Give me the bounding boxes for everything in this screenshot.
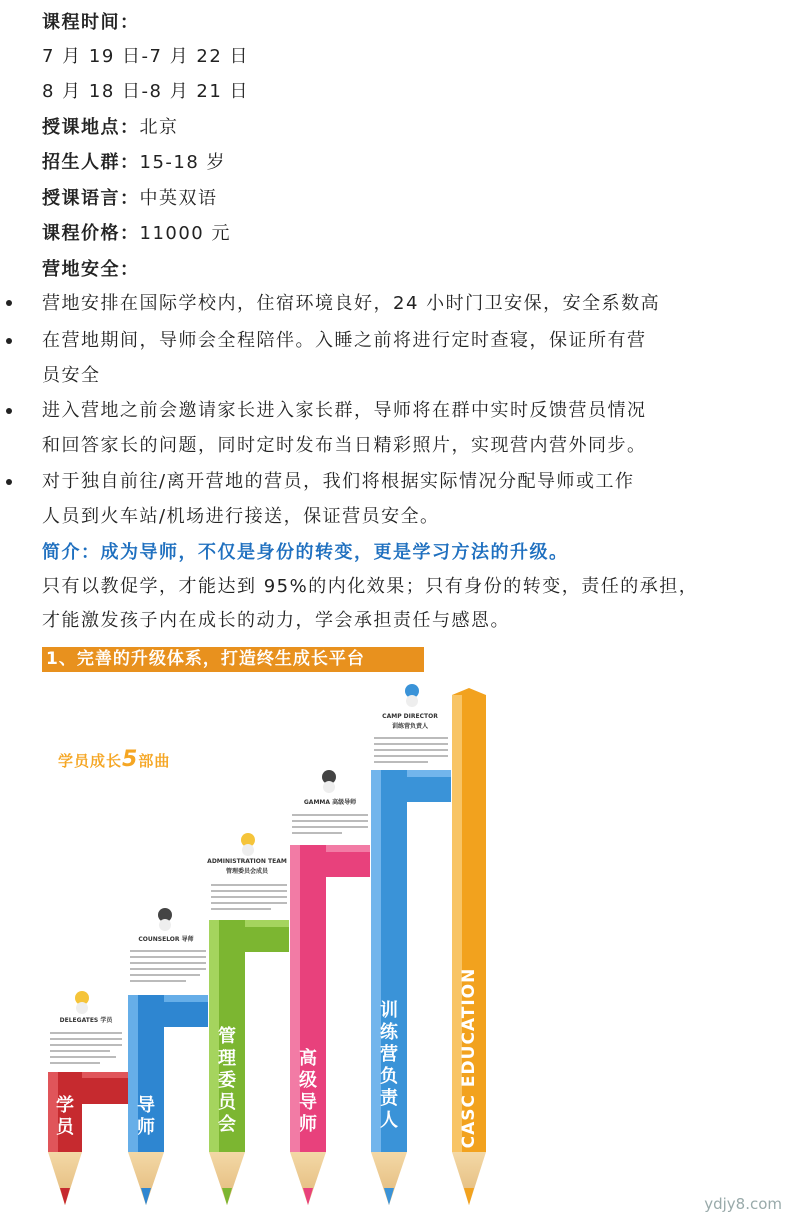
avatar-icon xyxy=(241,833,255,856)
price-label: 课程价格： xyxy=(42,223,140,244)
pencil-label-admin-team: 管理委员会 xyxy=(218,1026,236,1135)
pencil-label-delegates: 学员 xyxy=(56,1095,74,1138)
course-date-2: 8 月 18 日-8 月 21 日 xyxy=(42,81,250,102)
intro-headline: 简介：成为导师，不仅是身份的转变，更是学习方法的升级。 xyxy=(42,542,569,563)
language-value: 中英双语 xyxy=(139,188,218,209)
intro-paragraph-line-1: 只有以教促学，才能达到 95%的内化效果；只有身份的转变，责任的承担， xyxy=(42,576,699,597)
pencil-label-counselor: 导师 xyxy=(137,1095,155,1138)
age-value: 15-18 岁 xyxy=(139,152,227,173)
course-date-1: 7 月 19 日-7 月 22 日 xyxy=(42,46,250,67)
price-value: 11000 元 xyxy=(139,223,231,244)
watermark: ydjy8.com xyxy=(704,1195,782,1213)
pencil-label-gamma: 高级导师 xyxy=(299,1048,317,1135)
bullet-1-line-1: 营地安排在国际学校内，住宿环境良好，24 小时门卫安保，安全系数高 xyxy=(42,293,661,314)
avatar-icon xyxy=(405,684,419,707)
location-label: 授课地点： xyxy=(42,117,140,138)
safety-label: 营地安全： xyxy=(42,259,140,280)
step-title-delegates: DELEGATES 学员 xyxy=(59,1017,113,1024)
step-title-gamma: GAMMA 高级导师 xyxy=(303,799,357,806)
step-title-camp-director: CAMP DIRECTOR xyxy=(382,713,438,720)
bullet-2-line-2: 员安全 xyxy=(42,365,101,386)
bullet-4-line-1: 对于独自前往/离开营地的营员，我们将根据实际情况分配导师或工作 xyxy=(42,471,635,492)
step-subtitle-admin-team: 管理委员会成员 xyxy=(225,868,268,875)
bullet-3-line-1: 进入营地之前会邀请家长进入家长群，导师将在群中实时反馈营员情况 xyxy=(42,400,647,421)
figure-title: 学员成长5部曲 xyxy=(58,747,171,772)
bullet-2-line-1: 在营地期间，导师会全程陪伴。入睡之前将进行定时查寝，保证所有营 xyxy=(42,330,647,351)
avatar-icon xyxy=(75,991,89,1014)
avatar-icon xyxy=(158,908,172,931)
step-title-admin-team: ADMINISTRATION TEAM xyxy=(207,858,287,865)
language-label: 授课语言： xyxy=(42,188,140,209)
bullet-4-line-2: 人员到火车站/机场进行接送，保证营员安全。 xyxy=(42,506,440,527)
intro-paragraph-line-2: 才能激发孩子内在成长的动力，学会承担责任与感恩。 xyxy=(42,610,510,631)
section-banner: 1、完善的升级体系，打造终生成长平台 xyxy=(42,647,424,672)
pencil-label-camp-director: 训练营负责人 xyxy=(380,1000,398,1131)
bullet-3-line-2: 和回答家长的问题，同时定时发布当日精彩照片，实现营内营外同步。 xyxy=(42,435,647,456)
avatar-icon xyxy=(322,770,336,793)
age-label: 招生人群： xyxy=(42,152,140,173)
course-time-label: 课程时间： xyxy=(42,12,140,33)
pencil-gamma xyxy=(290,845,370,1205)
pencil-camp-director xyxy=(371,770,451,1205)
step-subtitle-camp-director: 训练营负责人 xyxy=(391,723,428,730)
location-value: 北京 xyxy=(139,117,179,138)
pencil-label-casc: CASC EDUCATION xyxy=(459,967,479,1149)
step-title-counselor: COUNSELOR 导师 xyxy=(138,936,194,943)
